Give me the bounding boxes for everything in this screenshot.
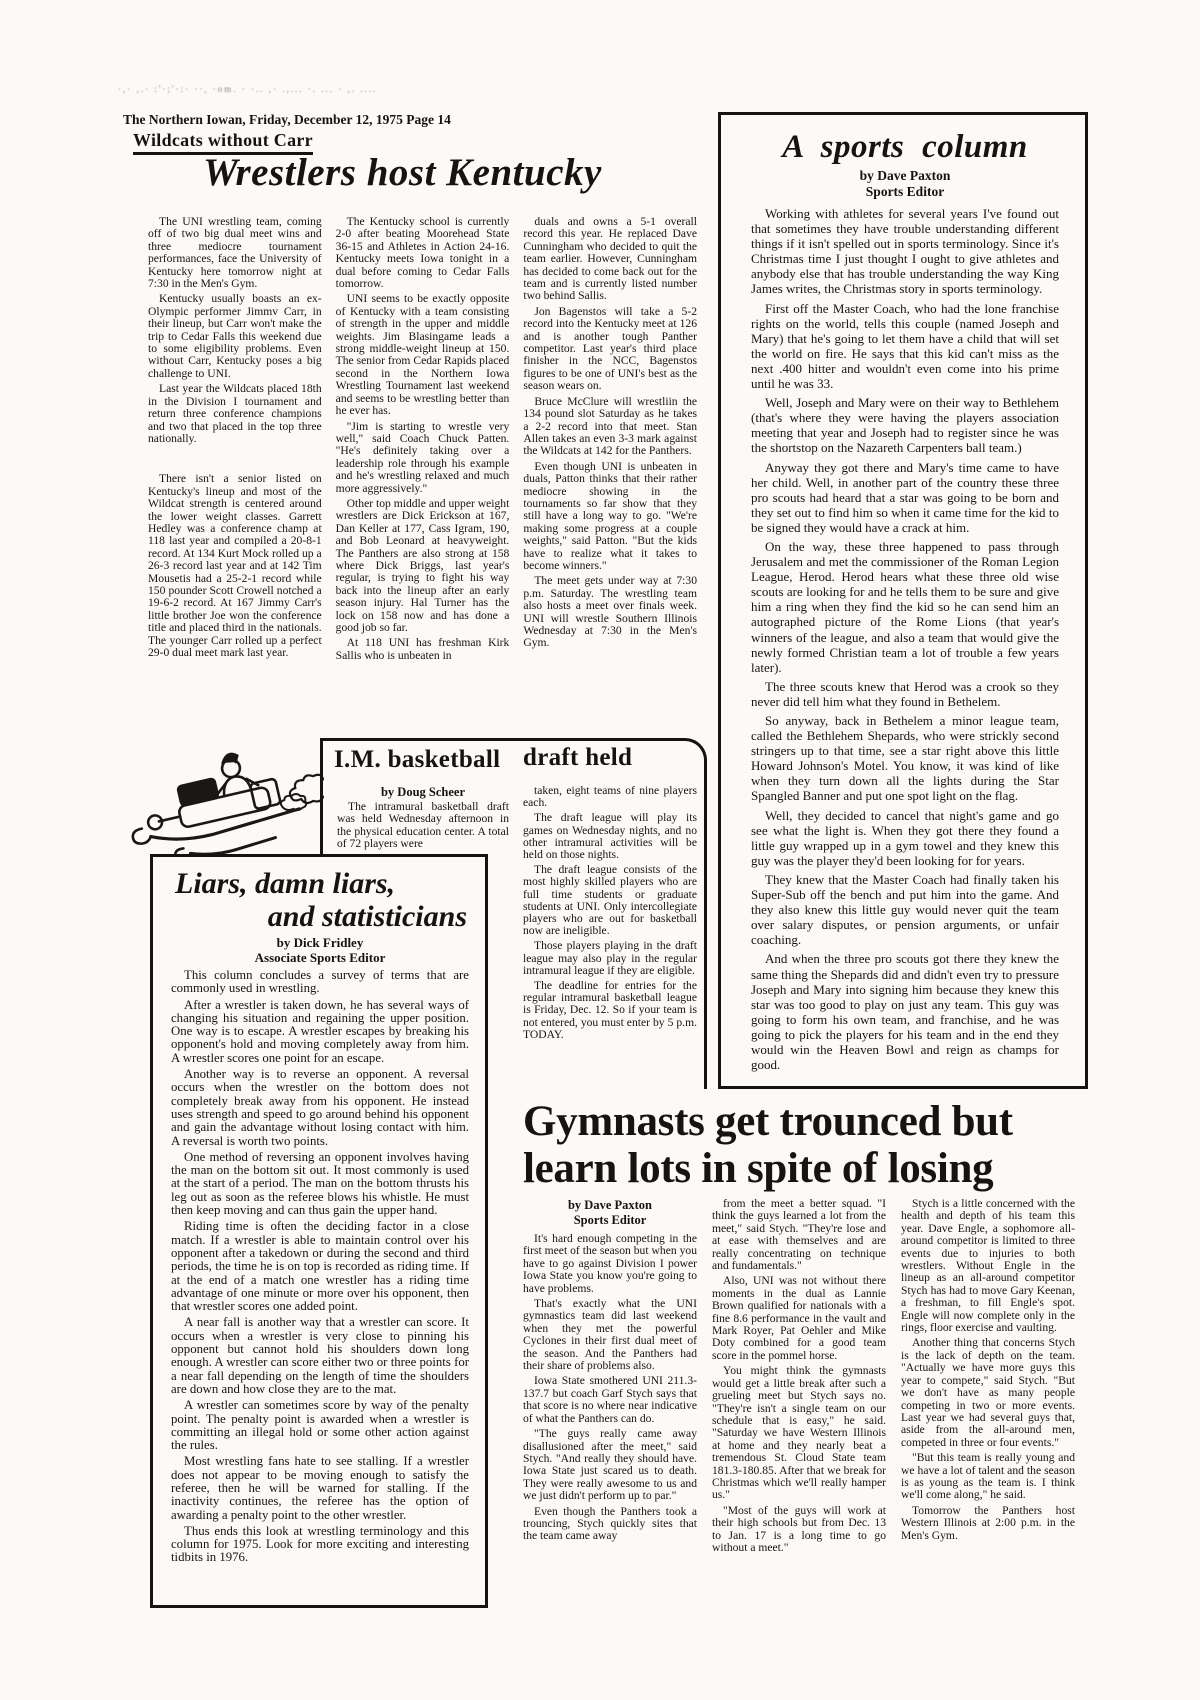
gymnasts-column-1-body	[523, 1233, 697, 1543]
paragraph: The UNI wrestling team, coming off of two big dual meet wins and three mediocre tournament performances, face the University of Kentucky here tomorrow night at 7:30 in the Men's Gym.	[148, 215, 322, 291]
paragraph: "Jim is starting to wrestle very well," said Coach Chuck Patten. "He's definitely taking over a leadership role through his example and he's wrestling relaxed and much more aggressively."	[335, 419, 510, 495]
paragraph: This column concludes a survey of terms that are commonly used in wrestling.	[171, 968, 469, 996]
santa-sled-illustration	[126, 733, 324, 855]
im-basketball-column-1	[337, 801, 509, 854]
liars-article-box	[150, 854, 488, 1608]
im-basketball-headline-right: draft held	[523, 744, 633, 771]
paragraph: Iowa State smothered UNI 211.3-137.7 but coach Garf Stych says that that score is no where near indicative of what the Panthers can do.	[523, 1374, 697, 1425]
byline-author: by Dave Paxton	[859, 168, 951, 183]
paragraph: Another thing that concerns Stych is the lack of depth on the team. "Actually we have more guys this year to compete," said Stych. "But we don't have as many people competing in two or more events. Last year we had several guys that, aside from the all-around men, competed in three or four events."	[901, 1336, 1075, 1449]
paragraph: Tomorrow the Panthers host Western Illinois at 2:00 p.m. in the Men's Gym.	[901, 1503, 1075, 1542]
paragraph: Working with athletes for several years I've found out that sometimes they have trouble understanding different things if it isn't spelled out in sports terminology. Since it's Christmas time I just thought I ought to give athletes and anybody else that has trouble understanding the way King James writes, the Christmas story in sports terminology.	[751, 206, 1059, 297]
paragraph: from the meet a better squad. "I think the guys learned a lot from the meet," said Stych. "They're lose and at ease with themselves and are really concentrating on technique and fundamentals."	[712, 1197, 886, 1273]
paragraph: Kentucky usually boasts an ex-Olympic performer Jimmv Carr, in their lineup, but Carr won't make the trip to Cedar Falls this weekend due to some eligibility problems. Even without Carr, Kentucky poses a big challenge to UNI.	[148, 292, 322, 380]
paragraph: The Kentucky school is currently 2-0 after beating Moorehead State 36-15 and Athletes in Action 24-16. Kentucky meets Iowa tonight in a dual before coming to Cedar Falls tomorrow.	[335, 215, 510, 291]
paragraph: First off the Master Coach, who had the lone franchise rights on the world, tells this couple (named Joseph and Mary) that he's going to let them have a child that will set the world on fire. He says that this kid can't miss as the next .400 hitter and wouldn't even come into his prime until he was 33.	[751, 300, 1059, 392]
paragraph: Thus ends this look at wrestling terminology and this column for 1975. Look for more exciting and interesting tidbits in 1976.	[171, 1523, 469, 1565]
paragraph: The intramural basketball draft was held Wednesday afternoon in the physical education center. A total of 72 players were	[337, 800, 509, 851]
paragraph: After a wrestler is taken down, he has several ways of changing his situation and regaining the upper position. One way is to escape. A wrestler escapes by breaking his opponent's hold and moving completely away from him. A wrestler scores one point for an escape.	[171, 997, 469, 1065]
paragraph: Jon Bagenstos will take a 5-2 record into the Kentucky meet at 126 and is another tough Panther competitor. Last year's third place finisher in the NCC, Bagenstos figures to be one of UNI's best as the season wears on.	[523, 304, 698, 393]
paragraph: Those players playing in the draft league may also play in the regular intramural league if they are eligible.	[523, 939, 697, 977]
paragraph: At 118 UNI has freshman Kirk Sallis who is unbeaten in	[335, 636, 510, 662]
paragraph: You might think the gymnasts would get a little break after such a grueling meet but Stych says no. "They're isn't a single team on our schedule that is easy," he said. "Saturday we have Western Illinois at home and they nearly beat a tremendous St. Cloud State team 181.3-180.85. After that we break for Christmas which we'll really hamper us."	[712, 1364, 886, 1502]
paragraph: "But this team is really young and we have a lot of talent and the season is as young as the team is. I think we'll come along," he said.	[901, 1451, 1075, 1502]
paragraph: Another way is to reverse an opponent. A reversal occurs when the wrestler on the bottom does not completely break away from his opponent. He instead uses strength and speed to go around behind his opponent and gain the advantage without losing contact with him. A reversal is worth two points.	[171, 1067, 469, 1148]
byline-title: Sports Editor	[865, 184, 945, 199]
paragraph: Riding time is often the deciding factor in a close match. If a wrestler is able to maintain control over his opponent after a takedown or during the second and third periods, the time he is on top is recorded as riding time. If at the end of a match one wrestler has a riding time advantage of one minute or more over his opponent, then that wrestler scores one added point.	[171, 1219, 469, 1314]
liars-headline-line2: and statisticians	[267, 900, 467, 933]
paragraph: And when the three pro scouts got there they knew the same thing the Shepards did and didn't even try to pressure Joseph and Mary into signing him because they knew this star was too good to play on just any team. This guy was going to form his own team, and franchise, and he was going to pick the players for his team and in the end they would win the Heaven Bowl and reign as champs for good.	[751, 951, 1059, 1073]
wrestlers-column-2	[336, 216, 510, 665]
sports-column-headline: A sports column	[782, 129, 1028, 165]
paragraph: Most wrestling fans hate to see stalling. If a wrestler does not appear to be moving enough to satisfy the referee, then he will be warned for stalling. If the inactivity continues, the referee has the option of awarding a penalty point to the other wrestler.	[171, 1454, 469, 1522]
wrestlers-article	[148, 216, 697, 665]
byline-author: by Dick Fridley	[276, 935, 364, 950]
paragraph: Last year the Wildcats placed 18th in the Division I tournament and return three conference champions and two that placed in the top three nationally.	[148, 382, 322, 445]
paragraph: "Most of the guys will work at their high schools but from Dec. 13 to Jan. 17 is a long time to go without a meet."	[712, 1503, 886, 1554]
paragraph: A wrestler can sometimes score by way of the penalty point. The penalty point is awarded when a wrestler is committing an illegal hold or some other action against the rules.	[171, 1398, 469, 1453]
main-headline: Wrestlers host Kentucky	[203, 151, 602, 194]
paragraph: The three scouts knew that Herod was a crook so they never did tell him what they found in Bethelem.	[751, 678, 1059, 709]
paragraph: The deadline for entries for the regular intramural basketball league is Friday, Dec. 12. So if your team is not entered, you must enter by 5 p.m. TODAY.	[523, 979, 697, 1041]
paragraph: Also, UNI was not without there moments in the dual as Lannie Brown qualified for nationals with a fine 8.6 performance in the vault and Mark Royer, Pat Oehler and Mike Doty combined for a good team score in the pommel horse.	[712, 1274, 886, 1362]
paragraph: That's exactly what the UNI gymnastics team did last weekend when they met the powerful Cyclones in their first dual meet of the season. And the Panthers had their share of problems also.	[523, 1297, 697, 1373]
paragraph: The meet gets under way at 7:30 p.m. Saturday. The wrestling team also hosts a meet over finals week. UNI will wrestle Southern Illinois Wednesday at 7:30 in the Men's Gym.	[523, 574, 698, 650]
paragraph: So anyway, back in Bethelem a minor league team, called the Bethlehem Shepards, who were strickly second stringers up to that time, see a star right above this little Howard Johnson's Motel. You know, it was kind of like when they turn down all the lights during the Star Spangled Banner and put one spot light on the flag.	[751, 713, 1059, 804]
gymnasts-headline	[523, 1098, 1083, 1192]
paragraph: Other top middle and upper weight wrestlers are Dick Erickson at 167, Dan Keller at 177, Cass Igram, 190, and Bob Leonard at heavyweight. The Panthers are also strong at 158 where Dick Briggs, last year's regular, is trying to fight his way back into the lineup after an early season injury. Hal Turner has the lock on 158 now and has done a good job so far.	[335, 496, 510, 634]
im-basketball-column-2	[523, 785, 697, 1044]
paragraph: Even though the Panthers took a trouncing, Stych quickly sites that the team came away	[523, 1504, 697, 1543]
paragraph: The draft league will play its games on Wednesday nights, and no other intramural activities will be held on those nights.	[523, 811, 697, 862]
gymnasts-byline	[523, 1198, 697, 1228]
liars-headline-line1: Liars, damn liars,	[175, 867, 396, 900]
sports-column-byline	[751, 168, 1059, 200]
paragraph: There isn't a senior listed on Kentucky's lineup and most of the Wildcat strength is centered around the lower weight classes. Garrett Hedley was a conference champ at 118 last year and compiled a 20-8-1 record. At 134 Kurt Mock rolled up a 26-3 record last year and at 142 Tim Mousetis had a 25-2-1 record while 150 pounder Scott Crowell notched a 19-6-2 record. At 167 Jimmy Carr's little brother Joe won the conference title and placed third in the nationals. The younger Carr rolled up a perfect 29-0 dual meet mark last year.	[148, 472, 322, 659]
byline-title: Associate Sports Editor	[254, 950, 386, 965]
paragraph: UNI seems to be exactly opposite of Kentucky with a team consisting of strength in the upper and middle weights. Jim Blasingame leads a strong middle-weight lineup at 150. The senior from Cedar Rapids placed second in the Northern Iowa Wrestling Tournament last weekend and seems to be wrestling better than he ever has.	[335, 292, 510, 418]
paragraph: They knew that the Master Coach had finally taken his Super-Sub off the bench and put him into the game. And they also knew this little guy would never quit the team over salary disputes, or pension arguments, or unfair coaching.	[751, 871, 1059, 948]
liars-body	[171, 969, 469, 1565]
byline-title: Sports Editor	[573, 1213, 647, 1227]
im-basketball-byline	[337, 785, 509, 799]
liars-byline	[171, 935, 469, 965]
paragraph: One method of reversing an opponent involves having the man on the bottom sit out. It most commonly is used at the start of a period. The man on the bottom thrusts his leg out as soon as the referee blows his whistle. He must then keep moving and can thus gain the upper hand.	[171, 1149, 469, 1218]
im-basketball-headline-left: I.M. basketball	[334, 746, 501, 773]
gymnasts-headline-line2: learn lots in spite of losing	[523, 1145, 994, 1192]
gymnasts-column-1	[523, 1198, 697, 1557]
byline-author: by Doug Scheer	[380, 785, 466, 799]
im-basketball-frame-left	[320, 738, 323, 854]
paragraph: A near fall is another way that a wrestler can score. It occurs when a wrestler is very close to pinning his opponent but cannot hold his shoulders down long enough. A wrestler can score either two or three points for a near fall depending on the length of time the shoulders are down and how close they are to the mat.	[171, 1315, 469, 1396]
paragraph: Anyway they got there and Mary's time came to have her child. Well, in another part of the country these three pro scouts had heard that a star was going to be born and they set out to find him so when it came time for the kid to be signed they would have a crack at him.	[751, 459, 1059, 535]
paragraph: The draft league consists of the most highly skilled players who are full time students or graduate students at UNI. Only intercollegiate players who are out for basketball now are ineligible.	[523, 863, 697, 938]
wrestlers-column-1	[148, 216, 322, 665]
paragraph: Even though UNI is unbeaten in duals, Patton thinks that their rather mediocre showing in the tournaments so far show that they still have a long way to go. "We're making some progress at a couple weights," said Patton. "But the kids have to realize what it takes to become winners."	[523, 459, 698, 572]
print-artifact: ·,· ,.· :'·;'·:· ··, ·om. · ·.. ,· .,... ·. ... · ,. ....	[118, 84, 378, 94]
paragraph: On the way, these three happened to pass through Jerusalem and met the commissioner of the Roman Legion League, Herod. Herod hears what these three old wise scouts are looking for and he tells them to be sure and give him a ring when they find the kid so he can send him an autographed picture of the Rome Lions (that year's winners of the league, and also a team that would give the newly formed Christian team a lot of trouble a few years later).	[751, 538, 1059, 675]
sports-column-body	[751, 206, 1059, 1072]
paragraph: Well, Joseph and Mary were on their way to Bethlehem (that's where they were having the players association meeting that year and Joseph had to register since he was the shortstop on the Nazareth Carpenters ball team.)	[751, 395, 1059, 456]
paragraph: Stych is a little concerned with the health and depth of his team this year. Dave Engle, a sophomore all-around competitor is limited to three events due to injuries to both wrestlers. Without Engle in the lineup as an all-around competitor Stych has had to move Gary Keenan, a freshman, to fill Engle's spot. Engle will now complete only in the rings, floor exercise and vaulting.	[901, 1197, 1075, 1335]
masthead-dateline: The Northern Iowan, Friday, December 12, 1975 Page 14	[123, 112, 451, 127]
paragraph: duals and owns a 5-1 overall record this year. He replaced Dave Cunningham who decided to quit the team earlier. However, Cunningham has decided to come back out for the team and is currently listed number two behind Sallis.	[523, 215, 698, 303]
sports-column-box	[718, 112, 1088, 1089]
paragraph: Bruce McClure will wrestliin the 134 pound slot Saturday as he takes a 2-2 record into that meet. Stan Allen takes an even 3-3 mark against the Wildcats at 142 for the Panthers.	[523, 394, 698, 458]
gymnasts-article	[523, 1198, 1075, 1557]
paragraph: taken, eight teams of nine players each.	[523, 784, 697, 810]
kicker-headline: Wildcats without Carr	[133, 130, 313, 155]
wrestlers-column-3	[523, 216, 697, 665]
gymnasts-headline-line1: Gymnasts get trounced but	[523, 1098, 1013, 1145]
gymnasts-column-2	[712, 1198, 886, 1557]
paragraph: It's hard enough competing in the first meet of the season but when you have to go against Division I power Iowa State you know you're going to have problems.	[523, 1232, 697, 1295]
gymnasts-column-3	[901, 1198, 1075, 1557]
paragraph: "The guys really came away disallusioned after the meet," said Stych. "And really they should have. Iowa State just scared us to death. They were really awesome to us and we just didn't perform up to par."	[523, 1427, 697, 1503]
byline-author: by Dave Paxton	[567, 1198, 653, 1212]
paragraph: Well, they decided to cancel that night's game and go see what the light is. When they got there they found a little guy wrapped up in a gym towel and they knew this guy was the player they'd been looking for for years.	[751, 807, 1059, 868]
